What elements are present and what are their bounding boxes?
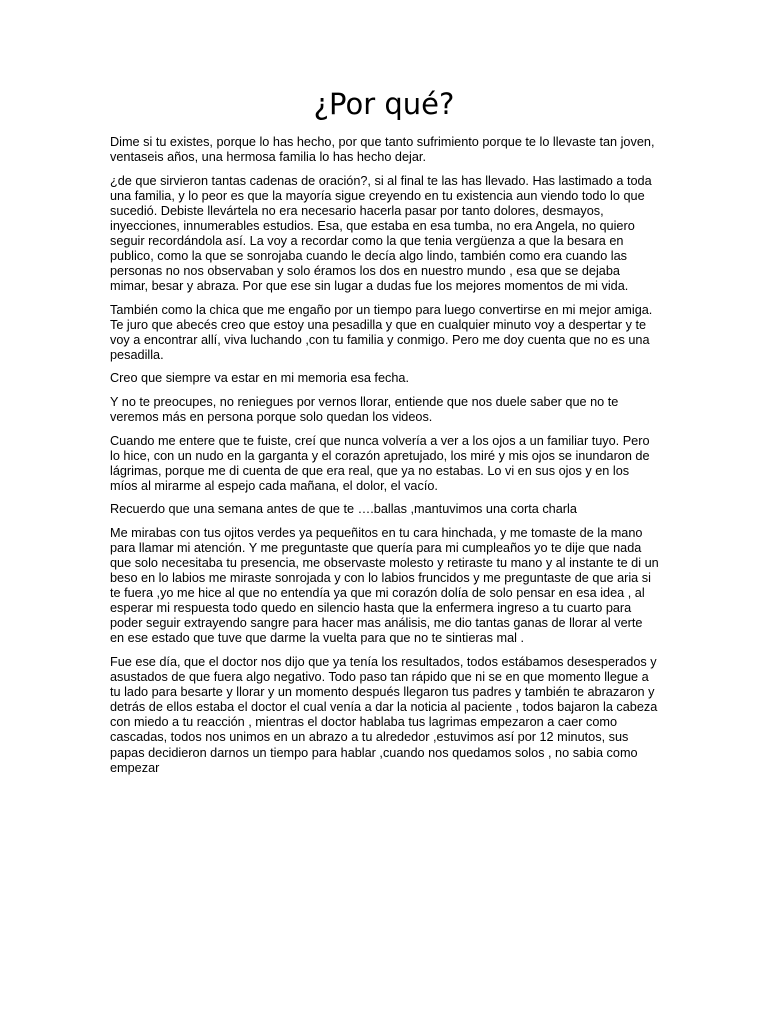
paragraph-3: También como la chica que me engaño por un tiempo para luego convertirse en mi mejor amiga. Te juro que abecés creo que estoy una pesadilla y que en cualquier minuto voy a despertar y te voy a encontrar allí, viva luchando ,con tu familia y conmigo. Pero me doy cuenta que no es una pesadilla. — [110, 302, 653, 362]
paragraph-6: Cuando me entere que te fuiste, creí que nunca volvería a ver a los ojos a un familiar tuyo. Pero lo hice, con un nudo en la garganta y el corazón apretujado, los miré y mis ojos se inundaron de lágrimas, porque me di cuenta de que era real, que ya no estabas. Lo vi en sus ojos y en los míos al mirarme al espejo cada mañana, el dolor, el vacío. — [110, 433, 650, 493]
paragraph-4: Creo que siempre va estar en mi memoria esa fecha. — [110, 371, 409, 386]
paragraph-2: ¿de que sirvieron tantas cadenas de oración?, si al final te las has llevado. Has lastimado a toda una familia, y lo peor es que la mayoría sigue creyendo en tu existencia aun viendo todo lo que sucedió. Debiste llevártela no era necesario hacerla pasar por tanto dolores, desmayos, inyecciones, innumerables estudios. Esa, que estaba en esa tumba, no era Angela, no quiero seguir recordándola así. La voy a recordar como la que tenia vergüenza a que la besara en publico, como la que se sonrojaba cuando le decía algo lindo, también como era cuando las personas no nos observaban y solo éramos los dos en nuestro mundo , esa que se dejaba mimar, besar y abraza. Por que ese sin lugar a dudas fue los mejores momentos de mi vida. — [110, 173, 652, 294]
paragraph-9: Fue ese día, que el doctor nos dijo que ya tenía los resultados, todos estábamos desesperados y asustados de que fuera algo negativo. Todo paso tan rápido que ni se en que momento llegue a tu lado para besarte y llorar y un momento después llegaron tus padres y también te abrazaron y detrás de ellos estaba el doctor el cual venía a dar la noticia al paciente , todos bajaron la cabeza con miedo a tu reacción , mientras el doctor hablaba tus lagrimas empezaron a caer como cascadas, todos nos unimos en un abrazo a tu alrededor ,estuvimos así por 12 minutos, sus papas decidieron darnos un tiempo para hablar ,cuando nos quedamos solos , no sabia como empezar — [110, 654, 658, 775]
paragraph-5: Y no te preocupes, no reniegues por vernos llorar, entiende que nos duele saber que no te veremos más en persona porque solo quedan los videos. — [110, 394, 619, 425]
document-body — [110, 135, 660, 784]
paragraph-8: Me mirabas con tus ojitos verdes ya pequeñitos en tu cara hinchada, y me tomaste de la mano para llamar mi atención. Y me preguntaste que quería para mi cumpleaños yo te dije que nada que solo necesitaba tu presencia, me observaste molesto y retiraste tu mano y al instante te di un beso en lo labios me miraste sonrojada y con lo labios fruncidos y me preguntaste de que aria si te fuera ,yo me hice al que no entendía ya que mi corazón dolía de solo pensar en esa idea , al esperar mi respuesta todo quedo en silencio hasta que la enfermera ingreso a tu cuarto para poder seguir extrayendo sangre para hacer mas análisis, me dio tantas ganas de llorar al verte en ese estado que tuve que darme la vuelta para que no te sintieras mal . — [110, 525, 659, 646]
paragraph-1: Dime si tu existes, porque lo has hecho, por que tanto sufrimiento porque te lo llevaste tan joven, ventaseis años, una hermosa familia lo has hecho dejar. — [110, 135, 655, 165]
document-title: ¿Por qué? — [313, 87, 455, 121]
paragraph-7: Recuerdo que una semana antes de que te ….ballas ,mantuvimos una corta charla — [110, 502, 577, 517]
